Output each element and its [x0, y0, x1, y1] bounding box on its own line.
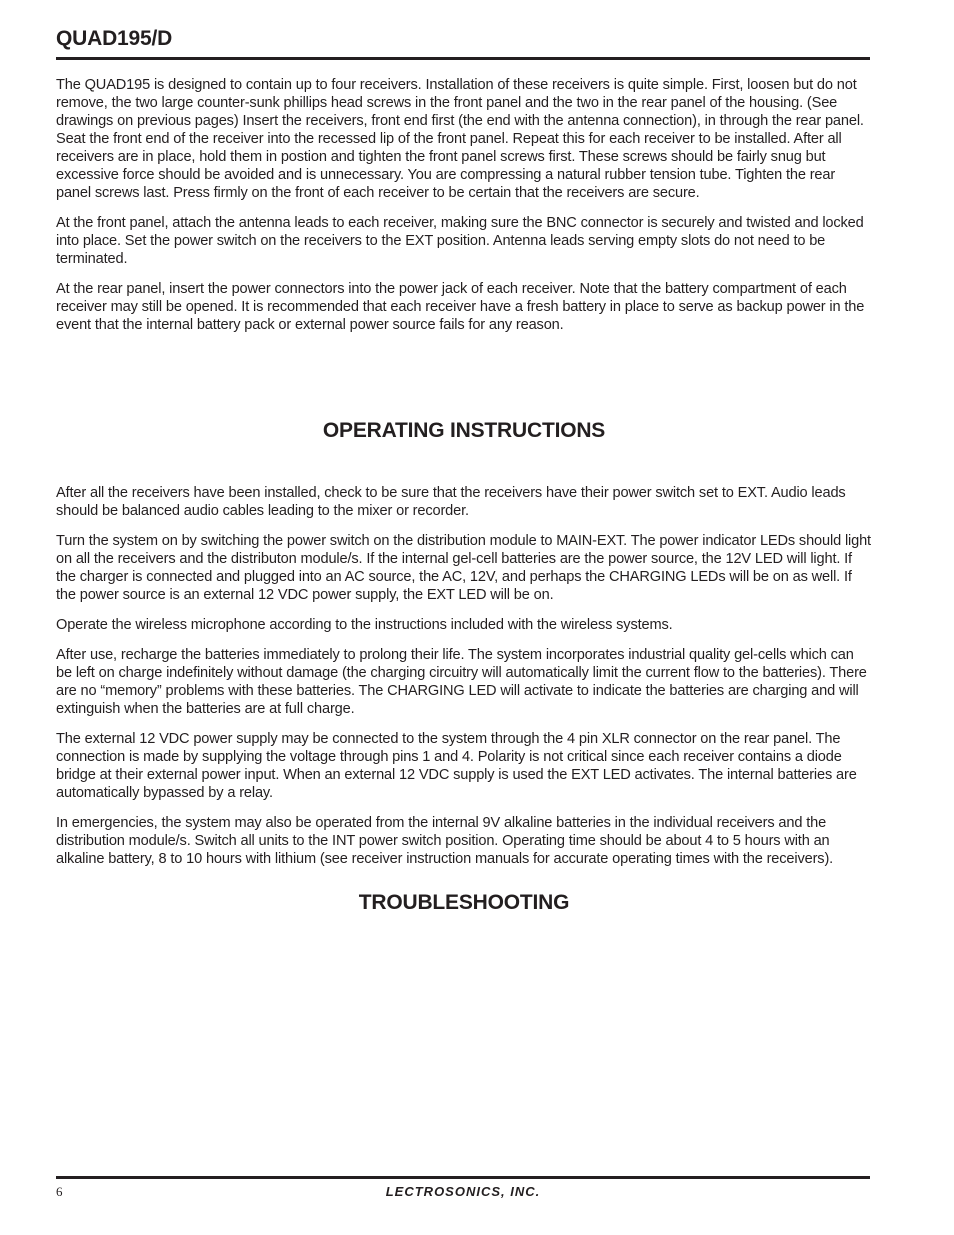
page-number: 6 — [56, 1184, 63, 1199]
page-footer — [56, 1176, 870, 1207]
page-title: QUAD195/D — [56, 27, 173, 50]
paragraph: The QUAD195 is designed to contain up to four receivers. Installation of these receivers is quite simple. First, loosen but do not remove, the two large counter-sunk phillips head screws in the front panel and the two in the rear panel of the housing. (See drawings on previous pages) Insert the receivers, front end first (the end with the antenna connection), in through the rear panel. Seat the front end of the receiver into the recessed lip of the front panel. Repeat this for each receiver to be installed. After all receivers are in place, hold them in postion and tighten the front panel screws first. These screws should be fairly snug but excessive force should be avoided and is unnecessary. You are compressing a natural rubber tension tube. Tighten the rear panel screws last. Press firmly on the front of each receiver to be certain that the receivers are secure. — [56, 77, 864, 201]
operating-section — [56, 484, 872, 880]
paragraph: At the rear panel, insert the power connectors into the power jack of each receiver. Note that the battery compartment of each receiver may still be opened. It is recommended that each receiver have a fresh battery in place to serve as backup power in the event that the internal battery pack or external power source fails for any reason. — [56, 281, 865, 333]
installation-section — [56, 76, 872, 346]
paragraph: At the front panel, attach the antenna leads to each receiver, making sure the BNC connector is securely and twisted and locked into place. Set the power switch on the receivers to the EXT position. Antenna leads serving empty slots do not need to be terminated. — [56, 215, 864, 267]
paragraph: Operate the wireless microphone according to the instructions included with the wireless systems. — [56, 617, 673, 633]
paragraph: The external 12 VDC power supply may be connected to the system through the 4 pin XLR connector on the rear panel. The connection is made by supplying the voltage through pins 1 and 4. Polarity is not critical since each receiver contains a diode bridge at their external power input. When an external 12 VDC supply is used the EXT LED activates. The internal batteries are automatically bypassed by a relay. — [56, 731, 857, 801]
troubleshooting-heading: TROUBLESHOOTING — [358, 891, 570, 914]
paragraph: After use, recharge the batteries immediately to prolong their life. The system incorporates industrial quality gel-cells which can be left on charge indefinitely without damage (the charging circuitry will automatically limit the current flow to the batteries). There are no “memory” problems with these batteries. The CHARGING LED will activate to indicate the batteries are charging and will extinguish when the batteries are at full charge. — [56, 647, 867, 717]
paragraph: In emergencies, the system may also be operated from the internal 9V alkaline batteries in the individual receivers and the distribution module/s. Switch all units to the INT power switch position. Operating time should be about 4 to 5 hours with an alkaline battery, 8 to 10 hours with lithium (see receiver instruction manuals for accurate operating times with the receivers). — [56, 815, 834, 867]
paragraph: After all the receivers have been installed, check to be sure that the receivers have their power switch set to EXT. Audio leads should be balanced audio cables leading to the mixer or recorder. — [56, 485, 846, 519]
company-name: LECTROSONICS, INC. — [385, 1184, 541, 1199]
paragraph: Turn the system on by switching the power switch on the distribution module to MAIN-EXT. The power indicator LEDs should light on all the receivers and the distributon module/s. If the internal gel-cell batteries are the power source, the 12V LED will light. If the charger is connected and plugged into an AC source, the AC, 12V, and perhaps the CHARGING LEDs will be on as well. If the power source is an external 12 VDC power supply, the EXT LED will be on. — [56, 533, 871, 603]
page-header — [56, 24, 870, 60]
operating-instructions-heading: OPERATING INSTRUCTIONS — [322, 419, 606, 442]
